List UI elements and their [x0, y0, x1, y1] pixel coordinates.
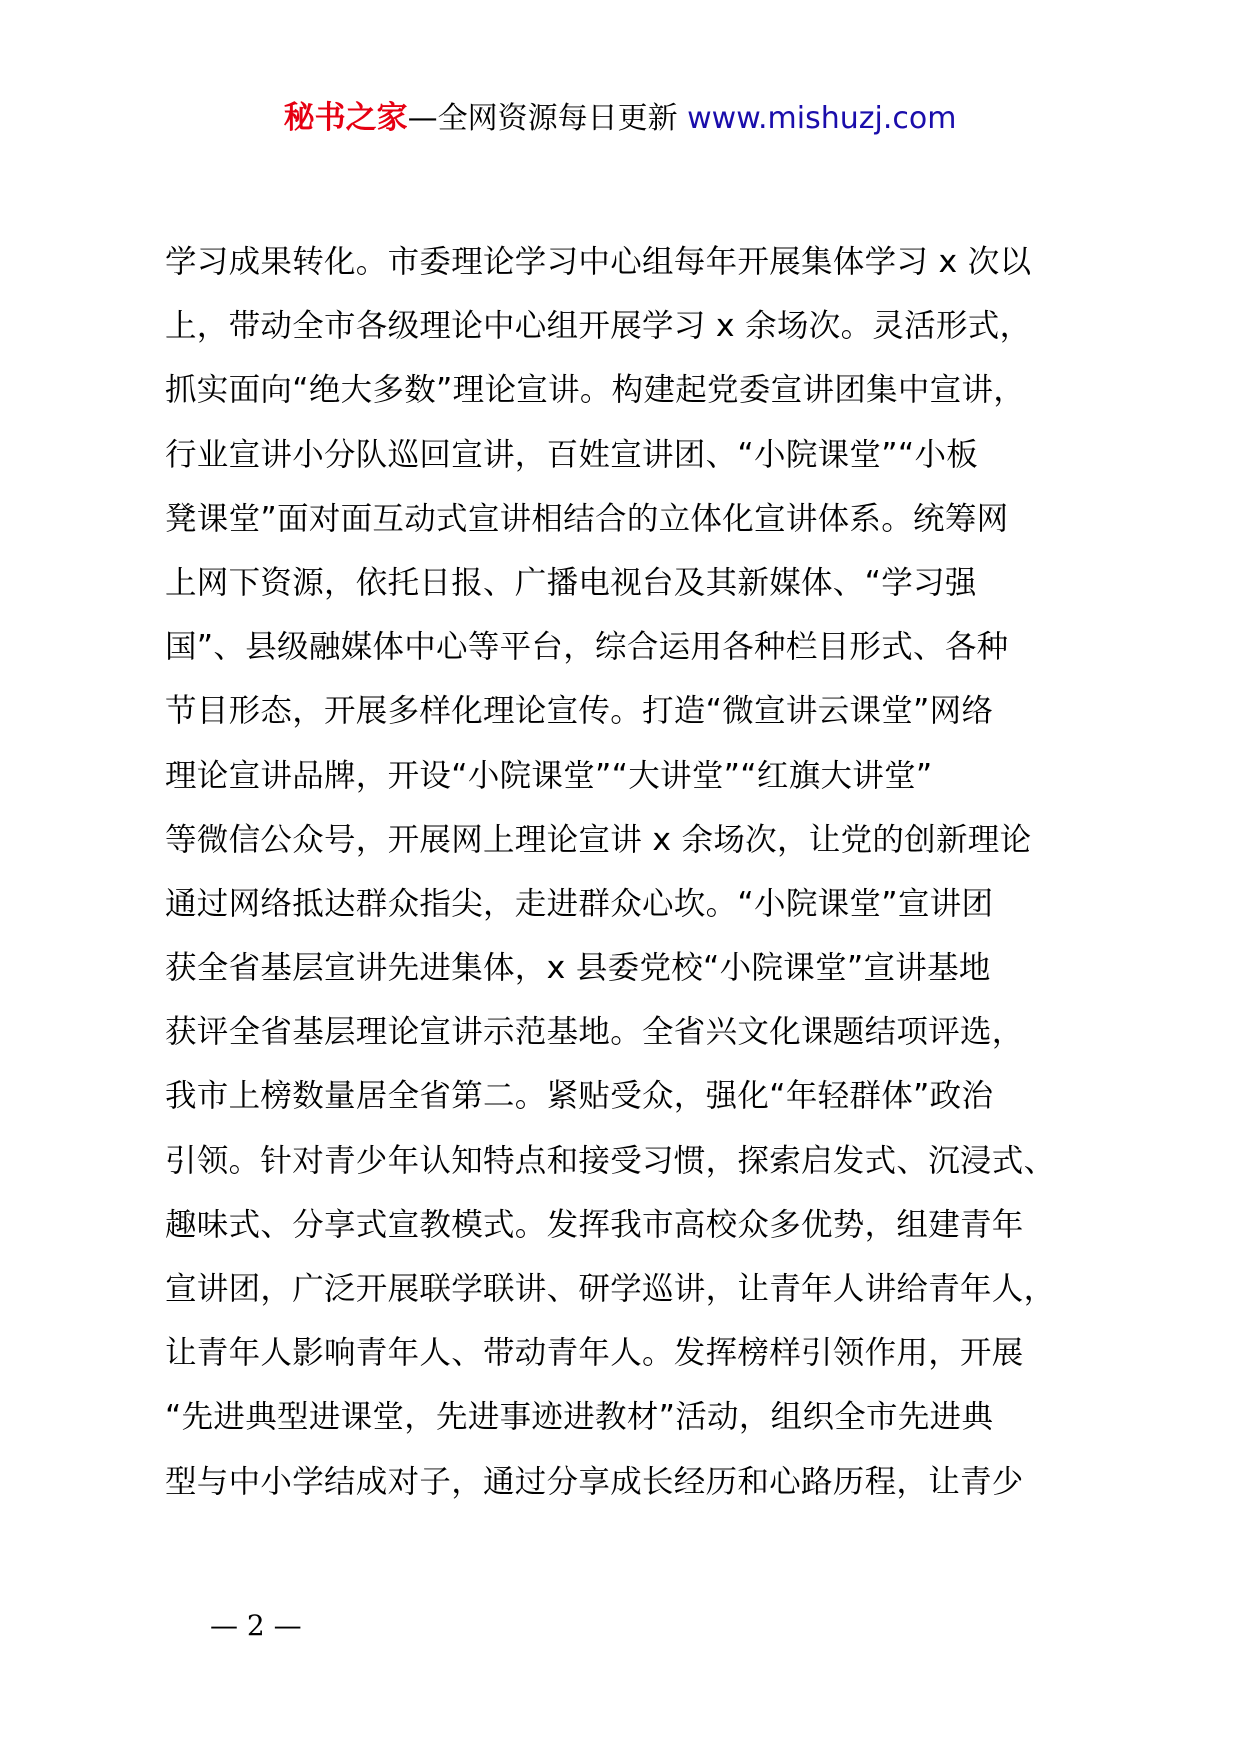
text-line: 获全省基层宣讲先进集体，x 县委党校“小院课堂”宣讲基地 [165, 950, 991, 987]
text-line: 学习成果转化。市委理论学习中心组每年开展集体学习 x 次以 [165, 244, 1032, 280]
text-line: 获评全省基层理论宣讲示范基地。全省兴文化课题结项评选， [165, 1014, 1024, 1051]
text-line: 我市上榜数量居全省第二。紧贴受众，强化“年轻群体”政治 [165, 1078, 994, 1115]
text-line: 宣讲团，广泛开展联学联讲、研学巡讲，让青年人讲给青年人， [165, 1271, 1056, 1307]
text-line: 通过网络抵达群众指尖，走进群众心坎。“小院课堂”宣讲团 [165, 885, 994, 922]
page-number: — 2 — [210, 1609, 302, 1642]
site-header [0, 98, 1240, 139]
text-line: “先进典型进课堂，先进事迹进教材”活动，组织全市先进典 [165, 1399, 994, 1436]
text-line: 行业宣讲小分队巡回宣讲，百姓宣讲团、“小院课堂”“小板 [165, 436, 979, 473]
text-line: 抓实面向“绝大多数”理论宣讲。构建起党委宣讲团集中宣讲， [165, 372, 1026, 409]
text-line: 等微信公众号，开展网上理论宣讲 x 余场次，让党的创新理论 [165, 821, 1032, 858]
text-line: 国”、县级融媒体中心等平台，综合运用各种栏目形式、各种 [165, 629, 1009, 666]
text-line: 让青年人影响青年人、带动青年人。发挥榜样引领作用，开展 [165, 1335, 1024, 1372]
brand-name: 秘书之家 [283, 100, 408, 136]
header-tagline: —全网资源每日更新 [407, 101, 688, 136]
text-line: 上网下资源，依托日报、广播电视台及其新媒体、“学习强 [165, 564, 977, 601]
text-line: 趣味式、分享式宣教模式。发挥我市高校众多优势，组建青年 [165, 1206, 1024, 1243]
text-line: 凳课堂”面对面互动式宣讲相结合的立体化宣讲体系。统筹网 [165, 500, 1009, 537]
text-line: 上，带动全市各级理论中心组开展学习 x 余场次。灵活形式， [165, 308, 1032, 345]
text-line: 理论宣讲品牌，开设“小院课堂”“大讲堂”“红旗大讲堂” [165, 757, 933, 794]
text-line: 节目形态，开展多样化理论宣传。打造“微宣讲云课堂”网络 [165, 693, 994, 730]
site-url-link[interactable]: www.mishuzj.com [687, 101, 957, 136]
body-paragraph [165, 242, 1125, 1526]
text-line: 引领。针对青少年认知特点和接受习惯，探索启发式、沉浸式、 [165, 1142, 1056, 1179]
text-line: 型与中小学结成对子，通过分享成长经历和心路历程，让青少 [165, 1463, 1024, 1500]
